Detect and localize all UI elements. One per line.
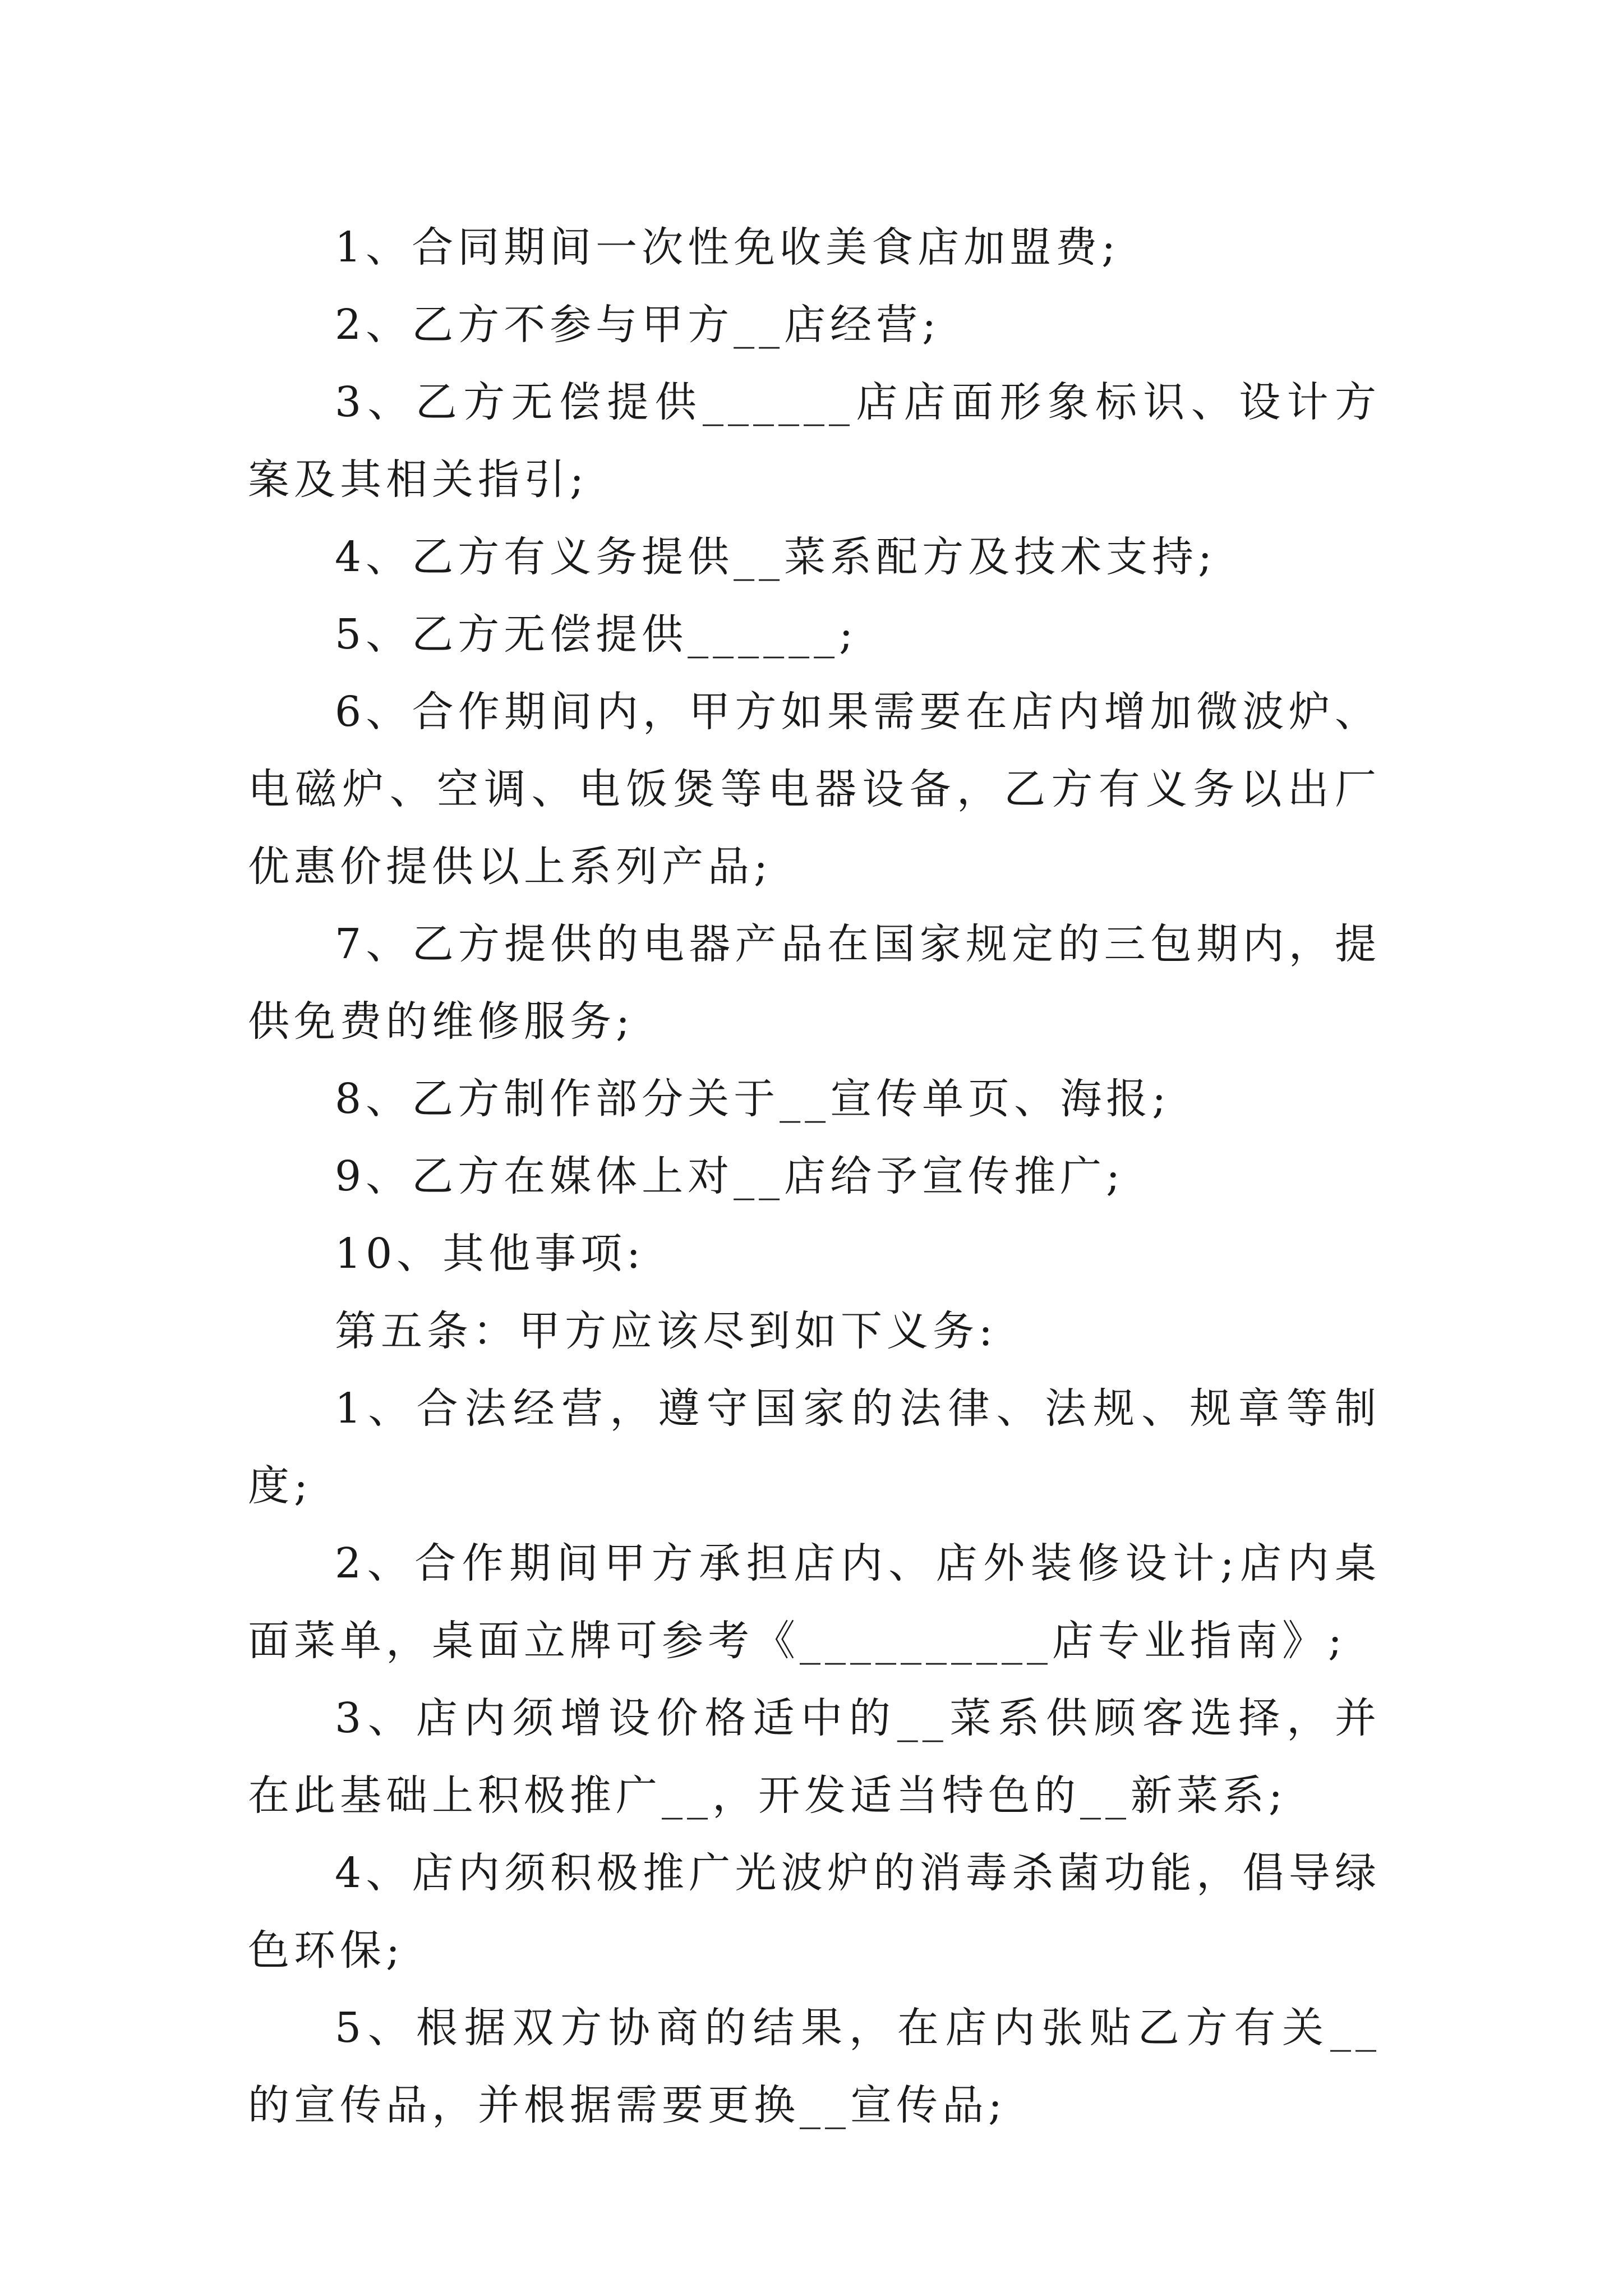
clause-5-item-1: 1、合法经营，遵守国家的法律、法规、规章等制度; bbox=[248, 1384, 1381, 1510]
clause-4-item-4: 4、乙方有义务提供__菜系配方及技术支持; bbox=[335, 533, 1217, 581]
document-body bbox=[248, 209, 1381, 2144]
clause-4-item-3: 3、乙方无偿提供______店店面形象标识、设计方案及其相关指引; bbox=[248, 378, 1381, 504]
clause-5-item-2: 2、合作期间甲方承担店内、店外装修设计;店内桌面菜单，桌面立牌可参考《__________店专业指南》; bbox=[248, 1539, 1381, 1665]
clause-5-item-5: 5、根据双方协商的结果，在店内张贴乙方有关__的宣传品，并根据需要更换__宣传品; bbox=[248, 2004, 1381, 2129]
clause-5-item-3: 3、店内须增设价格适中的__菜系供顾客选择，并在此基础上积极推广__，开发适当特色的__新菜系; bbox=[248, 1694, 1381, 1820]
clause-4-item-6: 6、合作期间内，甲方如果需要在店内增加微波炉、电磁炉、空调、电饭煲等电器设备，乙方有义务以出厂优惠价提供以上系列产品; bbox=[248, 688, 1381, 891]
clause-4-item-2: 2、乙方不参与甲方__店经营; bbox=[335, 301, 941, 349]
clause-4-item-8: 8、乙方制作部分关于__宣传单页、海报; bbox=[335, 1075, 1171, 1123]
clause-5-item-4: 4、店内须积极推广光波炉的消毒杀菌功能，倡导绿色环保; bbox=[248, 1849, 1381, 1975]
clause-4-item-1: 1、合同期间一次性免收美食店加盟费; bbox=[335, 223, 1121, 272]
clause-4-item-5: 5、乙方无偿提供______; bbox=[335, 610, 858, 659]
clause-4-item-10: 10、其他事项: bbox=[335, 1230, 645, 1278]
clause-5-heading: 第五条：甲方应该尽到如下义务: bbox=[335, 1307, 997, 1355]
clause-4-item-7: 7、乙方提供的电器产品在国家规定的三包期内，提供免费的维修服务; bbox=[248, 920, 1381, 1046]
clause-4-item-9: 9、乙方在媒体上对__店给予宣传推广; bbox=[335, 1152, 1125, 1200]
